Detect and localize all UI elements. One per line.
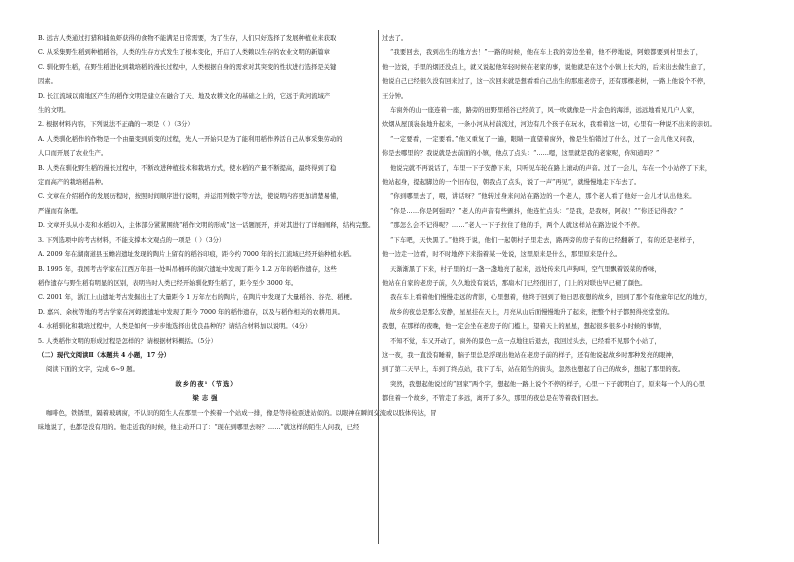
passage-line: “下车吧，天快黑了。”他终于说，他们一起朝村子里走去，路两旁的房子有的已经翻新了，有的还是老样子，	[390, 236, 700, 244]
passage-line: 都住着一个故乡，不管走了多远，离开了多久，那里的夜总是在等着我们回去。	[382, 395, 603, 403]
passage-line: 不知不觉，车又开动了，窗外的景色一点一点地往后退去，我回过头去，已经看不见那个小站了，	[390, 337, 661, 345]
passage-line: 天渐渐黑了下来，村子里的灯一盏一盏地亮了起来，远处传来几声狗叫，空气里飘着饭菜的香味，	[390, 265, 661, 273]
text-line: 人口而开展了农业生产。	[38, 150, 108, 158]
question-2: 2. 根据材料内容，下列说法不正确的一项是（ ）（3分）	[38, 121, 194, 129]
question-3: 3. 下列选项中的考古材料，不能支撑本文观点的一项是（ ）（3分）	[38, 236, 226, 244]
passage-line: “我要回去，我到出生的地方去！”一路的时候，他在车上我的旁边坐着，他不停地说，阿娘都要到村里去了，	[390, 49, 703, 57]
passage-line: “你到哪里去了，喂，讲话呀？”他转过身来问站在路边的一个老人，那个老人看了他好一会儿才认出他来。	[390, 193, 696, 201]
passage-line: 他说完就不再说话了，车里一下子安静下来，只听见车轮在路上滚动的声音。过了一会儿，车在一个小站停了下来，	[390, 164, 712, 172]
text-line: B. 1995 年，我国考古学家在江西万年县一处叫吊桶环的洞穴遗址中发现了距今 1.2 万年的稻作遗存，这些	[38, 265, 337, 273]
passage-line: 他站起身，提起脚边的一个旧布包，朝我点了点头，说了一声“再见”，就慢慢地走下车去了。	[382, 179, 641, 187]
right-column	[382, 32, 739, 407]
text-line: C. 2001 年，浙江上山遗址考古发掘出土了大量距今 1 万年左右的陶片，在陶片中发现了大量稻谷、谷壳、稻梗。	[38, 294, 356, 302]
text-line: D. 文章开头从小麦和水稻切入，主体部分紧紧围绕“稻作文明的形成”这一话题展开，并对其进行了详细阐释，结构完整。	[38, 222, 375, 230]
text-line: C. 文章在介绍稻作的发展历程时，按照时间顺序进行说明，并运用列数字等方法，使说明内容更加清楚易懂，	[38, 193, 343, 201]
text-line: A. 人类驯化稻作的作物是一个由量变到质变的过程，先人一开始只是为了能利用稻作养活自己从事采集劳动的	[38, 135, 343, 143]
text-line: C. 驯化野生稻，在野生稻进化到栽培稻的漫长过程中，人类根据自身的需求对其突变的性状进行选择是关键	[38, 63, 337, 71]
passage-line: 他站在自家的老房子前，久久地没有说话，那扇木门已经很旧了，门上的对联也早已褪了颜色。	[382, 279, 647, 287]
text-line: 定而高产的栽培稻品种。	[38, 179, 108, 187]
passage-line: “你是……你是阿强吗？”老人的声音有些颤抖，他连忙点头：“是我，是我呀，阿叔！”“你还记得我？”	[390, 207, 684, 215]
passage-line: 他一边走一边看，时不时地停下来指着某一处说，这里原来是什么，那里原来是什么。	[382, 251, 622, 259]
passage-title: 故乡的夜¹（节选）	[175, 380, 238, 388]
question-5: 5. 人类稻作文明的形成过程是怎样的？请根据材料概括。（5分）	[38, 337, 217, 345]
column-divider	[378, 30, 379, 544]
text-line: 因素。	[38, 78, 57, 86]
passage-line: 到了第二天早上，车到了终点站，我下了车，站在陌生的街头，忽然也想起了自己的故乡，想起了那里的夜。	[382, 366, 685, 374]
passage-line: 我在车上看着他们慢慢走远的背影，心里想着，他终于回到了他日思夜想的故乡，回到了那个有他童年记忆的地方，	[390, 294, 712, 302]
text-line: B. 远古人类通过打猎和捕鱼虾获得的食物不能满足日常需要，为了生存，人们只好选择了发展种植业来获取	[38, 35, 337, 42]
question-4: 4. 水稻驯化和栽培过程中，人类是如何一步步地选择出优良品种的？请结合材料加以说明。（4分）	[38, 323, 312, 331]
passage-line: 我想，在那样的夜晚，他一定会坐在老房子的门槛上，望着天上的星星，想起很多很多小时候的事情，	[382, 323, 666, 331]
passage-line: 昧地说了，也都是没有用的。他走近我的时候，他主动开口了：“现在到哪里去呀？……”就这样的陌生人问我，已经	[38, 423, 360, 431]
passage-line: 咖啡色，铁锈里，隔着玻璃窗，不认识的陌生人在那里一个挨着一个站成一排，像是等待检票进站似的。以眼神在瞬间交流或以肢体传达，冒	[46, 409, 437, 417]
passage-line: 车窗外的山一座连着一座，路旁的田野里稻谷已经黄了，风一吹就像是一片金色的海洋，远远地看见几户人家，	[390, 107, 699, 115]
passage-line: 他说自己已经很久没有回来过了，这一次回来就是想看看自己出生的那座老房子，还有那棵老树，一路上他说个不停，	[382, 78, 710, 86]
passage-line: 炊烟从屋顶袅袅地升起来，一条小河从村前流过，河边有几个孩子在玩水，我看着这一切，心里有一种说不出来的亲切。	[382, 121, 716, 129]
text-line: 生的文明。	[38, 107, 70, 115]
passage-line: 他一边说，手里的烟还没点上，就又说起他年轻时候在老家的事，说他就是在这个小镇上长大的，后来出去做生意了，	[382, 63, 710, 71]
passage-line: 过去了。	[382, 35, 408, 42]
passage-line: “一定要看，一定要看。”他又重复了一遍，眼睛一直望着窗外，像是生怕错过了什么，过了一会儿他又问我，	[390, 135, 700, 143]
text-line: C. 从采集野生稻到种植稻谷，人类的生存方式发生了根本变化，开启了人类赖以生存的农业文明的新篇章	[38, 49, 330, 57]
passage-line: 这一夜，我一直没有睡着，脑子里总是浮现出他站在老房子前的样子，还有他说起故乡时那种发亮的眼神，	[382, 351, 678, 359]
passage-line: 你是去哪里的？我说就是去前面的小镇，他点了点头：“……嗯，这里就是我的老家呢，你知道吗？”	[382, 150, 660, 158]
text-line: 严谨而有条理。	[38, 207, 83, 215]
passage-author: 梁志强	[192, 395, 221, 403]
text-line: A. 2009 年在湖南道县玉蟾岩遗址发现的陶片上留有的稻谷印痕，距今约 7000 年的长江流域已经开始种植水稻。	[38, 251, 356, 259]
section-heading: （二）现代文阅读Ⅱ（本题共 4 小题，17 分）	[38, 351, 171, 359]
passage-line: 突然，我想起他说过的“回家”两个字，想起他一路上说个不停的样子，心里一下子就明白了，原来每一个人的心里	[390, 380, 705, 388]
text-line: 稻作遗存与野生稻有明显的区别，表明当时人类已经开始驯化野生稻了，距今至少 3000 年。	[38, 279, 298, 287]
passage-line: “那怎么会不记得呢？……”老人一下子拉住了他的手，两个人就这样站在路边说个不停。	[390, 222, 644, 230]
passage-line: 王分钟。	[382, 92, 408, 100]
section-instruction: 阅读下面的文字，完成 6~9 题。	[46, 366, 139, 374]
text-line: D. 嘉兴、余杭等地的考古学家在河姆渡遗址中发现了距今 7000 年的稻作遗存，以及与稻作相关的农耕用具。	[38, 308, 344, 316]
text-line: D. 长江流域以南地区产生的稻作文明是建立在融合了天、地及农耕文化的基础之上的，它远于黄河流域产	[38, 92, 331, 100]
text-line: B. 人类在驯化野生稻的漫长过程中，不断改进种植技术和栽培方式，使水稻的产量不断提高，最终得到了稳	[38, 164, 337, 172]
passage-line: 故乡的夜总是那么安静，星星挂在天上，月亮从山后面慢慢地升了起来，把整个村子都照得亮堂堂的。	[390, 308, 674, 316]
